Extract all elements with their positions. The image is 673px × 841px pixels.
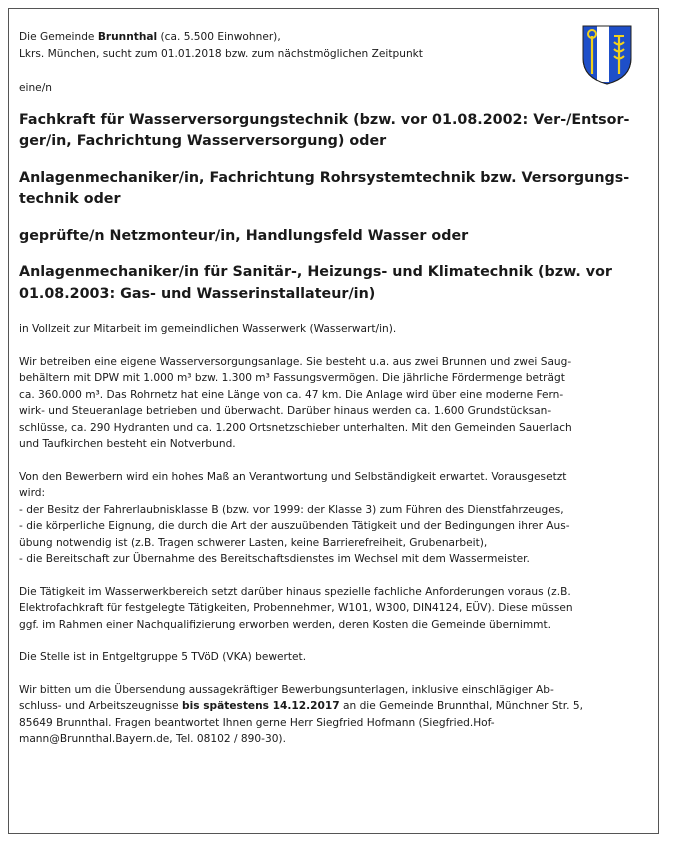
taetigkeit-paragraph: Die Tätigkeit im Wasserwerkbereich setzt darüber hinaus spezielle fachliche Anforderungen voraus (z.B. Elektrofachkraft für festgelegte Tätigkeiten, Probennehmer, W101, W300, DIN4124, EÜV). Diese müssen ggf. im Rahmen einer Nachqualifizierung erworben werden, deren Kosten die Gemeinde übernimmt. — [19, 585, 573, 631]
anlage-paragraph: Wir betreiben eine eigene Wasserversorgungsanlage. Sie besteht u.a. aus zwei Brunnen und zwei Saug- behältern mit DPW mit 1.000 m³ bzw. 1.300 m³ Fassungsvermögen. Die jährliche Fördermenge beträgt ca. 360.000 m³. Das Rohrnetz hat eine Länge von ca. 47 km. Die Anlage wird über eine moderne Fern- wirk- und Steueranlage betrieben und überwacht. Darüber hinaus werden ca. 1.600 Grundstücksan- schlüsse, ca. 290 Hydranten und ca. 1.200 Ortsnetzschieber unterhalten. Mit den Gemeinden Sauerlach und Taufkirchen besteht ein Notverbund. — [19, 355, 572, 450]
bewerbung-paragraph: Wir bitten um die Übersendung aussagekräftiger Bewerbungsunterlagen, inklusive einschlägiger Ab- schluss- und Arbeitszeugnisse bis spätestens 14.12.2017 an die Gemeinde Brunnthal, Münchner Str. 5, 85649 Brunnthal. Fragen beantwortet Ihnen gerne Herr Siegfried Hofmann (Siegfried.Hof- mann@Brunnthal.Bayern.de, Tel. 08102 / 890-30). — [19, 683, 583, 745]
municipality-name: Brunnthal — [97, 31, 158, 43]
position-1: Fachkraft für Wasserversorgungstechnik (bzw. vor 01.08.2002: Ver-/Entsor- ger/in, Fachrichtung Wasserversorgung) oder — [19, 111, 630, 149]
vollzeit-text: in Vollzeit zur Mitarbeit im gemeindlichen Wasserwerk (Wasserwart/in). — [19, 323, 397, 335]
entgelt-text: Die Stelle ist in Entgeltgruppe 5 TVöD (VKA) bewertet. — [19, 651, 307, 663]
eine-n: eine/n — [19, 82, 52, 94]
position-3: geprüfte/n Netzmonteur/in, Handlungsfeld Wasser oder — [19, 227, 469, 244]
bewerber-paragraph: Von den Bewerbern wird ein hohes Maß an Verantwortung und Selbständigkeit erwartet. Vorausgesetzt wird: - der Besitz der Fahrerlaubnisklasse B (bzw. vor 1999: der Klasse 3) zum Führen des Dienstfahrzeuges, - die körperliche Eignung, die durch die Art der auszuübenden Tätigkeit und der Bedingungen ihrer Aus- übung notwendig ist (z.B. Tragen schwerer Lasten, keine Barrierefreiheit, Grubenarbeit), - die Bereitschaft zur Übernahme des Bereitschaftsdienstes im Wechsel mit dem Wassermeister. — [19, 470, 570, 565]
deadline: bis spätestens 14.12.2017 — [182, 700, 340, 712]
position-4: Anlagenmechaniker/in für Sanitär-, Heizungs- und Klimatechnik (bzw. vor 01.08.2003: Gas- und Wasserinstallateur/in) — [19, 264, 612, 302]
intro-line-1: Die Gemeinde Brunnthal (ca. 5.500 Einwohner), — [19, 31, 281, 43]
position-2: Anlagenmechaniker/in, Fachrichtung Rohrsystemtechnik bzw. Versorgungs- technik oder — [19, 169, 630, 207]
intro-line-2: Lkrs. München, sucht zum 01.01.2018 bzw. zum nächstmöglichen Zeitpunkt — [19, 47, 423, 60]
job-posting — [19, 29, 630, 748]
